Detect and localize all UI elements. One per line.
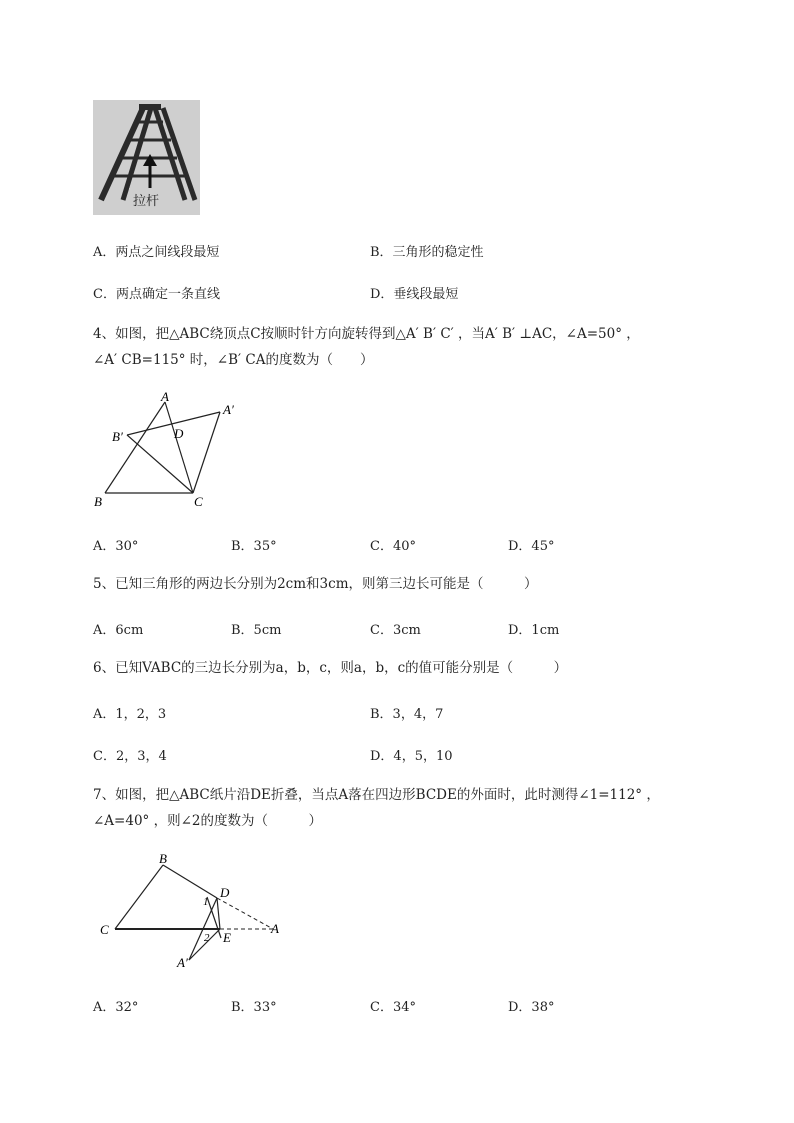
q4-option-b[interactable]: B．35° <box>231 539 277 554</box>
q4-stem-line1: 4、如图，把△ABC绕顶点C按顺时针方向旋转得到△A′ B′ C′ ，当A′ B′ ⊥AC，∠A=50° ， <box>93 326 640 342</box>
q7-label-a: A <box>271 921 279 936</box>
q4-option-a[interactable]: A．30° <box>93 539 139 554</box>
q6-stem: 6、已知VABC的三边长分别为a，b，c，则a，b，c的值可能分别是（ ） <box>93 660 568 676</box>
q5-option-c[interactable]: C．3cm <box>370 623 421 638</box>
q7-label-c: C <box>100 922 109 937</box>
q4-option-c[interactable]: C．40° <box>370 539 416 554</box>
q7-option-c[interactable]: C．34° <box>370 1000 416 1015</box>
q7-stem-line1: 7、如图，把△ABC纸片沿DE折叠，当点A落在四边形BCDE的外面时，此时测得∠1=112° ， <box>93 787 660 803</box>
q5-stem: 5、已知三角形的两边长分别为2cm和3cm，则第三边长可能是（ ） <box>93 576 538 592</box>
q7-label-a-prime: A′ <box>177 955 188 970</box>
photo-label: 拉杆 <box>133 194 160 209</box>
q3-option-b[interactable]: B．三角形的稳定性 <box>370 245 484 260</box>
q7-angle-2: 2 <box>204 932 210 944</box>
q7-label-b: B <box>159 851 167 866</box>
ladder-photo <box>93 100 200 215</box>
q7-stem-line2: ∠A=40° ，则∠2的度数为（ ） <box>93 813 322 829</box>
q7-label-d: D <box>220 885 230 900</box>
q6-option-d[interactable]: D．4，5，10 <box>370 749 453 764</box>
q4-label-a-prime: A′ <box>223 402 234 417</box>
q4-label-b-prime: B′ <box>112 429 123 444</box>
q3-option-a[interactable]: A．两点之间线段最短 <box>93 245 220 260</box>
q7-option-d[interactable]: D．38° <box>508 1000 555 1015</box>
q4-label-a: A <box>161 390 169 404</box>
q3-option-d[interactable]: D．垂线段最短 <box>370 287 459 302</box>
q4-label-d: D <box>174 426 184 441</box>
q4-label-b: B <box>94 494 102 509</box>
q5-option-d[interactable]: D．1cm <box>508 623 560 638</box>
q5-option-b[interactable]: B．5cm <box>231 623 282 638</box>
q4-label-c: C <box>194 494 203 509</box>
q6-option-c[interactable]: C．2，3，4 <box>93 749 167 764</box>
q4-option-d[interactable]: D．45° <box>508 539 555 554</box>
q4-figure <box>90 390 250 515</box>
q7-label-e: E <box>223 930 231 945</box>
q3-option-c[interactable]: C．两点确定一条直线 <box>93 287 220 302</box>
q7-option-a[interactable]: A．32° <box>93 1000 139 1015</box>
q6-option-b[interactable]: B．3，4，7 <box>370 707 444 722</box>
q6-option-a[interactable]: A．1，2，3 <box>93 707 167 722</box>
q7-figure <box>95 850 290 975</box>
q7-angle-1: 1 <box>203 896 209 908</box>
q5-option-a[interactable]: A．6cm <box>93 623 144 638</box>
q4-stem-line2: ∠A′ CB=115° 时，∠B′ CA的度数为（ ） <box>93 352 374 368</box>
q7-option-b[interactable]: B．33° <box>231 1000 277 1015</box>
